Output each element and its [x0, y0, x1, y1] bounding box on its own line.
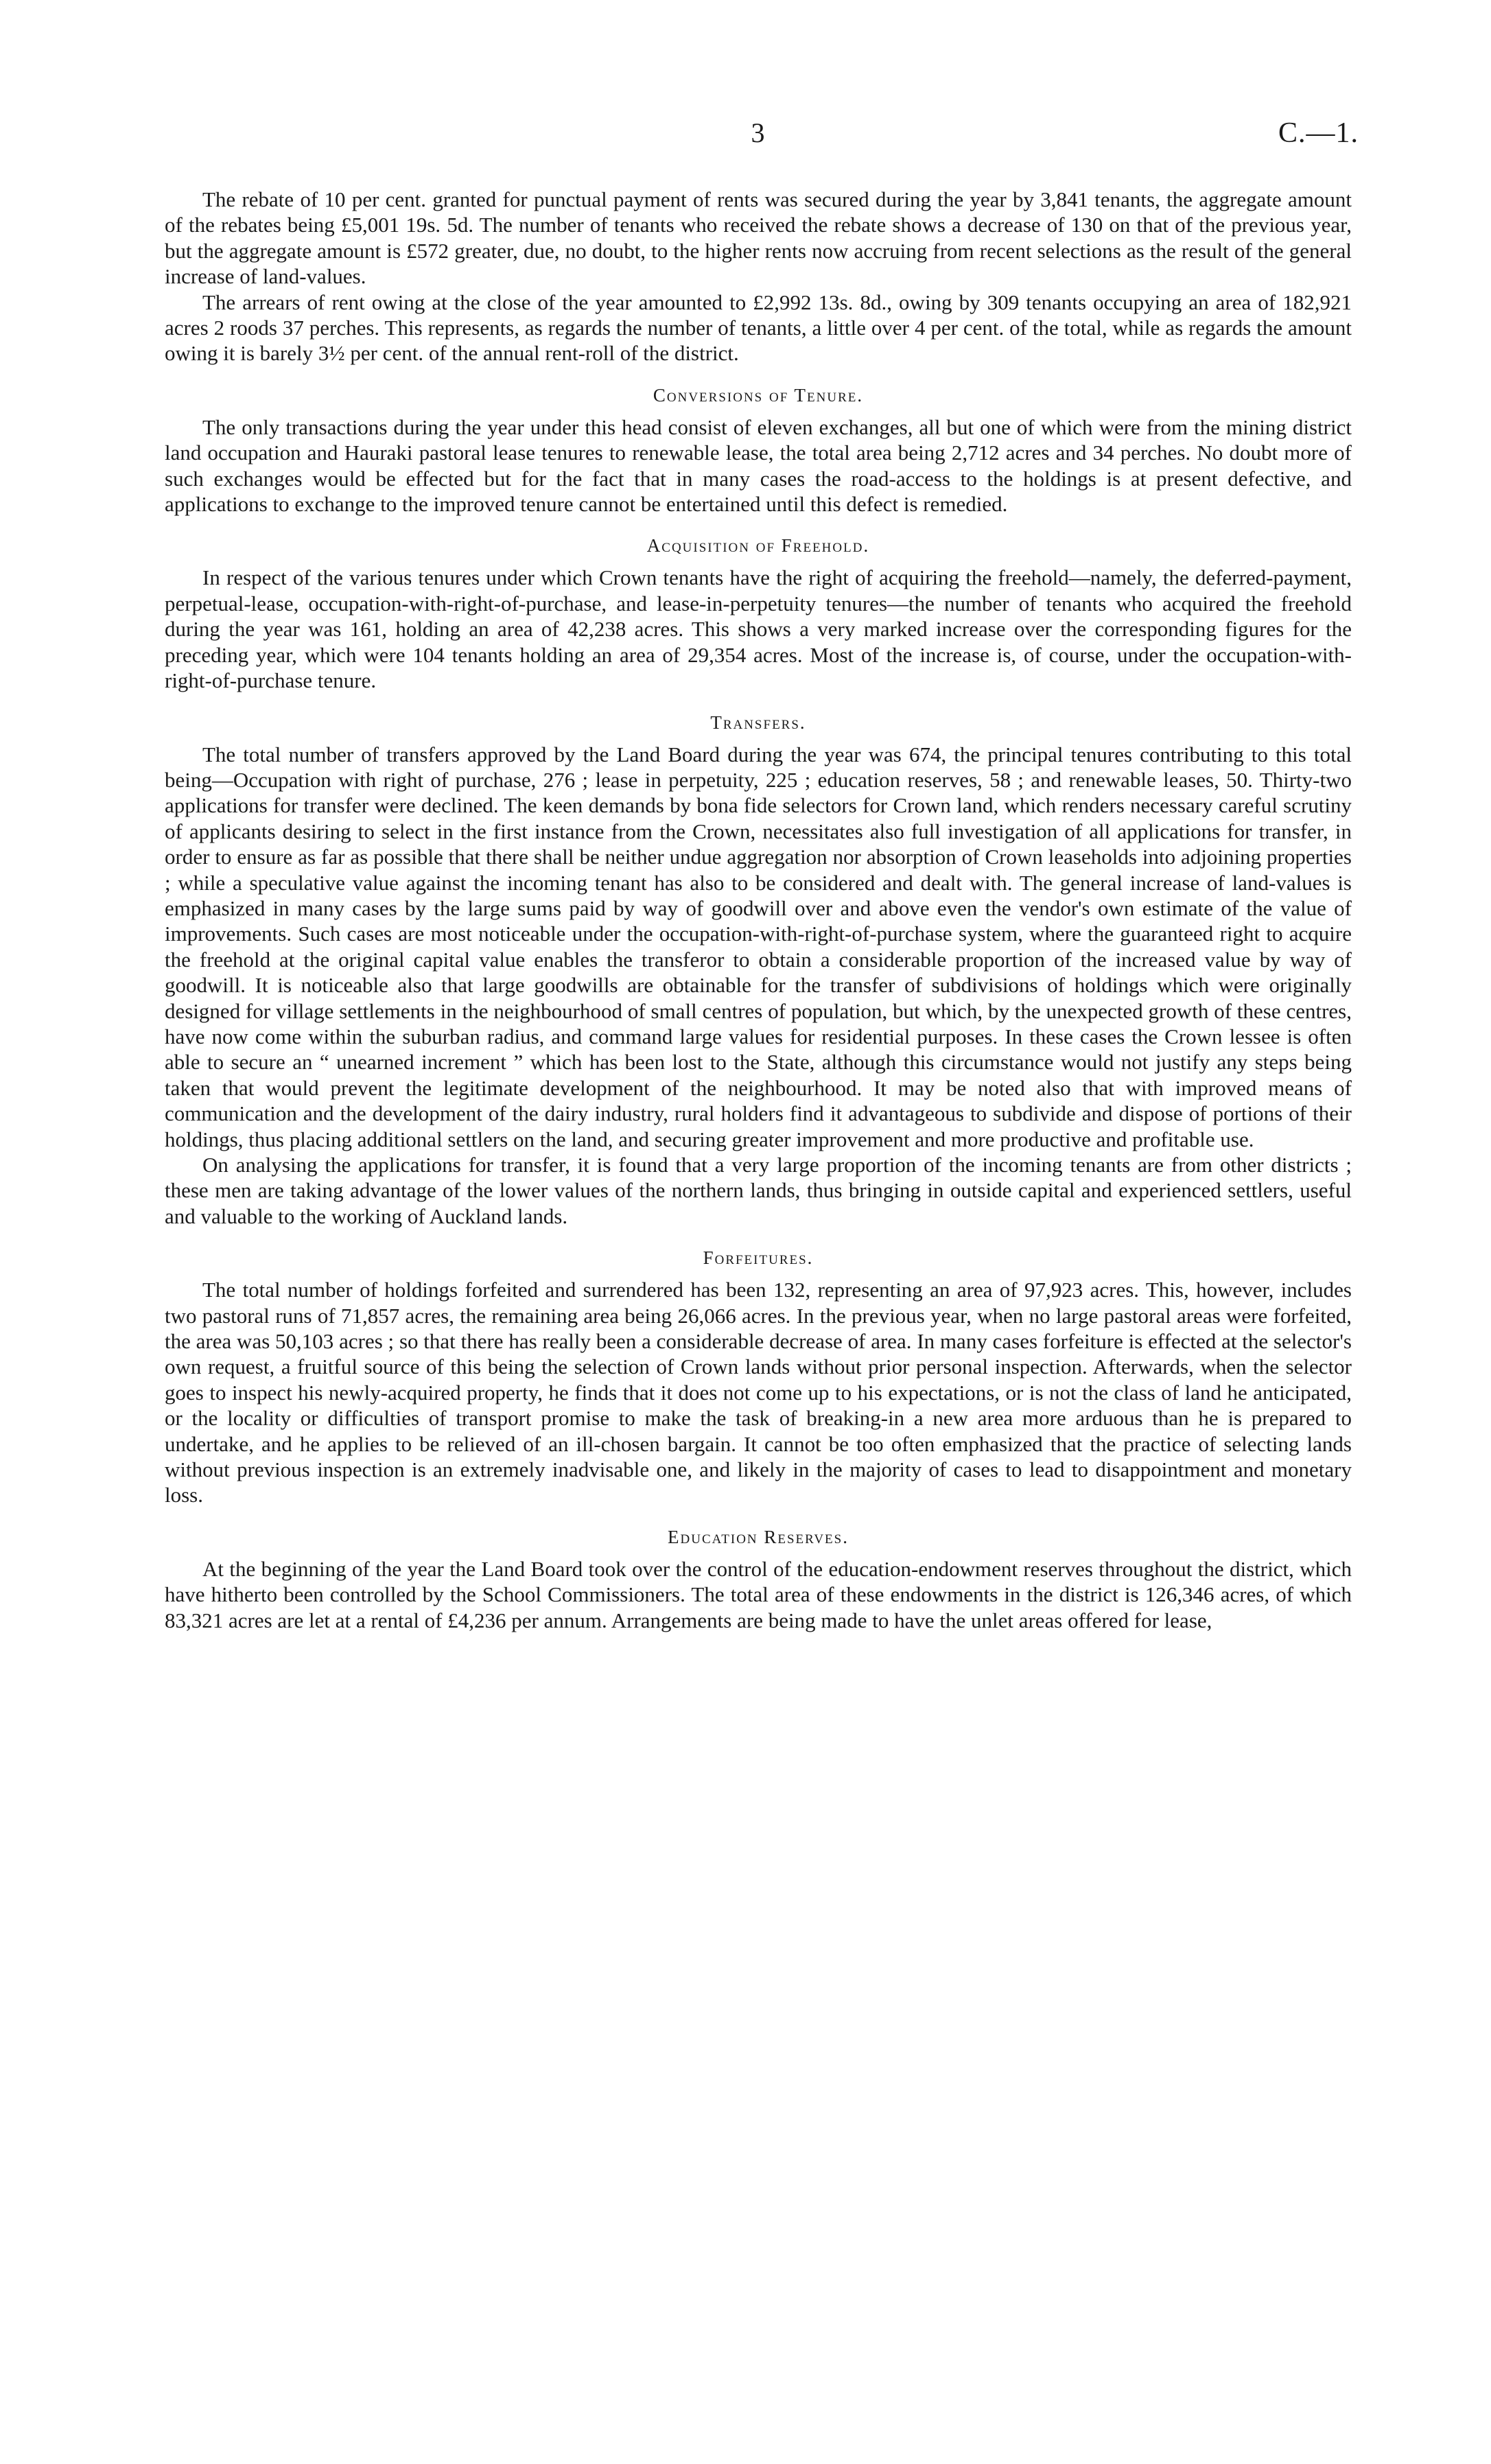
section-heading: Acquisition of Freehold.: [646, 535, 870, 556]
document-page: [165, 117, 1359, 1633]
section-conversions-of-tenure: [165, 383, 1352, 517]
paragraph-arrears: The arrears of rent owing at the close of the year amounted to £2,992 13s. 8d., owing by 309 tenants occupying an area of 182,921 acres 2 roods 37 perches. This represents, as regards the number of tenants, a little over 4 per cent. of the total, while as regards the amount owing it is barely 3½ per cent. of the annual rent-roll of the district.: [165, 290, 1352, 366]
paragraph: On analysing the applications for transfer, it is found that a very large proportion of the incoming tenants are from other districts ; these men are taking advantage of the lower values of the northern lands, thus bringing in outside capital and experienced settlers, useful and valuable to the working of Auckland lands.: [165, 1153, 1352, 1228]
page-number: 3: [751, 117, 766, 148]
paragraph-rebate: The rebate of 10 per cent. granted for punctual payment of rents was secured during the year by 3,841 tenants, the aggregate amount of the rebates being £5,001 19s. 5d. The number of tenants who received the rebate shows a decrease of 130 on that of the previous year, but the aggregate amount is £572 greater, due, no doubt, to the higher rents now accruing from recent selections as the result of the general increase of land-values.: [165, 187, 1352, 289]
section-heading: Education Reserves.: [668, 1526, 849, 1547]
section-rents: [165, 187, 1352, 366]
section-heading: Conversions of Tenure.: [653, 384, 864, 406]
paragraph: The total number of holdings forfeited and surrendered has been 132, representing an area of 97,923 acres. This, however, includes two pastoral runs of 71,857 acres, the remaining area being 26,066 acres. In the previous year, when no large pastoral areas were forfeited, the area was 50,103 acres ; so that there has really been a considerable decrease of area. In many cases forfeiture is effected at the selector's own request, a fruitful source of this being the selection of Crown lands without prior personal inspection. Afterwards, when the selector goes to inspect his newly-acquired property, he finds that it does not come up to his expectations, or is not the class of land he anticipated, or the locality or difficulties of transport promise to make the task of breaking-in a new area more arduous than he is prepared to undertake, and he applies to be relieved of an ill-chosen bargain. It cannot be too often emphasized that the practice of selecting lands without previous inspection is an extremely inadvisable one, and likely in the majority of cases to lead to disappointment and monetary loss.: [165, 1278, 1352, 1507]
section-transfers: [165, 710, 1352, 1230]
section-heading: Transfers.: [710, 712, 806, 733]
paragraph: The total number of transfers approved by the Land Board during the year was 674, the principal tenures contributing to this total being—Occupation with right of purchase, 276 ; lease in perpetuity, 225 ; education reserves, 58 ; and renewable leases, 50. Thirty-two applications for transfer were declined. The keen demands by bona fide selectors for Crown land, which renders necessary careful scrutiny of applicants desiring to select in the first instance from the Crown, necessitates also full investigation of all applications for transfer, in order to ensure as far as possible that there shall be neither undue aggregation nor absorption of Crown leaseholds into adjoining properties ; while a speculative value against the incoming tenant has also to be considered and dealt with. The general increase of land-values is emphasized in many cases by the large sums paid by way of goodwill over and above even the vendor's own estimate of the value of improvements. Such cases are most noticeable under the occupation-with-right-of-purchase system, where the guaranteed right to acquire the freehold at the original capital value enables the transferor to obtain a considerable proportion of the increased value by way of goodwill. It is noticeable also that large goodwills are obtainable for the transfer of subdivisions of holdings which were originally designed for village settlements in the neighbourhood of small centres of population, but which, by the unexpected growth of these centres, have now come within the suburban radius, and command large values for residential purposes. In these cases the Crown lessee is often able to secure an “ unearned increment ” which has been lost to the State, although this circumstance would not justify any steps being taken that would prevent the legitimate development of the neighbourhood. It may be noted also that with improved means of communication and the development of the dairy industry, rural holders find it advantageous to subdivide and dispose of portions of their holdings, thus placing additional settlers on the land, and securing greater improvement and more productive and profitable use.: [165, 742, 1352, 1151]
section-heading: Forfeitures.: [703, 1247, 814, 1269]
paragraph: The only transactions during the year under this head consist of eleven exchanges, all but one of which were from the mining district land occupation and Hauraki pastoral lease tenures to renewable lease, the total area being 2,712 acres and 34 perches. No doubt more of such exchanges would be effected but for the fact that in many cases the road-access to the holdings is at present defective, and applications to exchange to the improved tenure cannot be entertained until this defect is remedied.: [165, 414, 1352, 517]
page-header: [165, 117, 1359, 158]
section-forfeitures: [165, 1245, 1352, 1508]
paragraph: At the beginning of the year the Land Board took over the control of the education-endowment reserves throughout the district, which have hitherto been controlled by the School Commissioners. The total area of these endowments in the district is 126,346 acres, of which 83,321 acres are let at a rental of £4,236 per annum. Arrangements are being made to have the unlet areas offered for lease,: [165, 1556, 1352, 1632]
paragraph: In respect of the various tenures under which Crown tenants have the right of acquiring the freehold—namely, the deferred-payment, perpetual-lease, occupation-with-right-of-purchase, and lease-in-perpetuity tenures—the number of tenants who acquired the freehold during the year was 161, holding an area of 42,238 acres. This shows a very marked increase over the corresponding figures for the preceding year, which were 104 tenants holding an area of 29,354 acres. Most of the increase is, of course, under the occupation-with-right-of-purchase tenure.: [165, 565, 1352, 693]
document-code: C.—1.: [1278, 117, 1359, 149]
section-education-reserves: [165, 1525, 1352, 1633]
section-acquisition-of-freehold: [165, 533, 1352, 693]
